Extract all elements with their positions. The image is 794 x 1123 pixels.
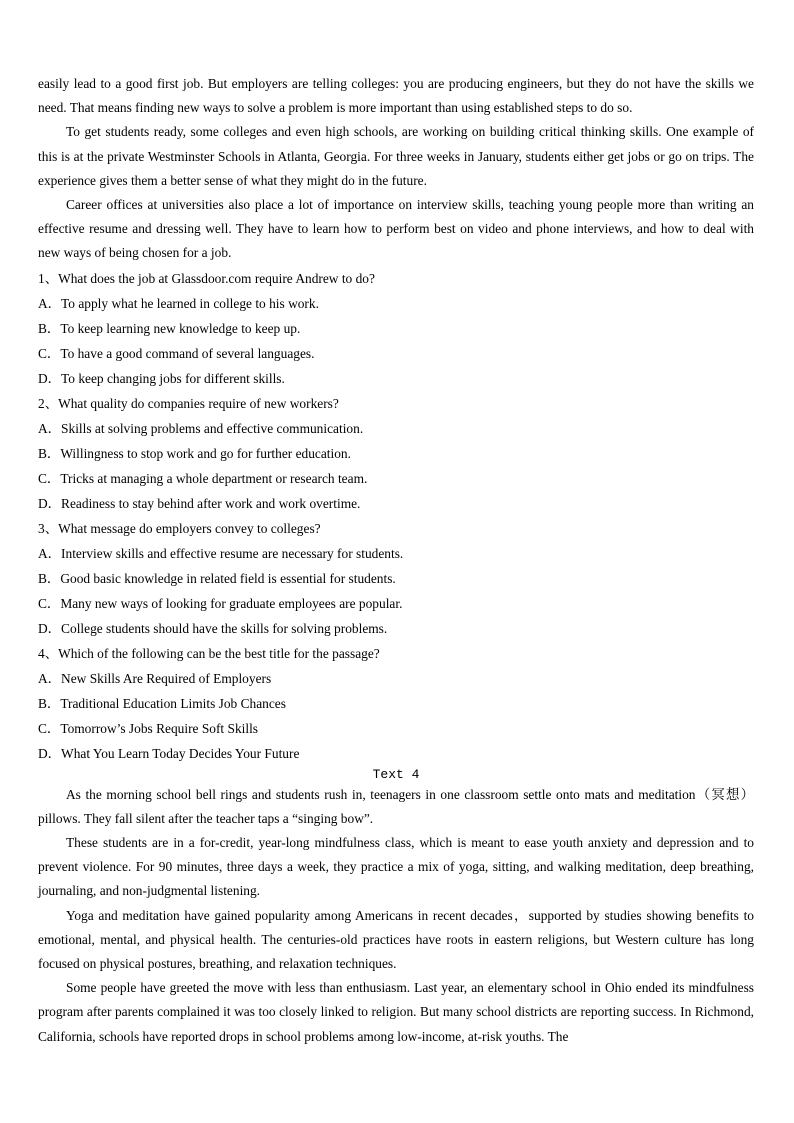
question-option: D．Readiness to stay behind after work and work overtime. — [38, 495, 361, 511]
question-option: B．To keep learning new knowledge to keep up. — [38, 320, 301, 336]
passage-paragraph: To get students ready, some colleges and even high schools, are working on building critical thinking skills. One example of this is at the private Westminster Schools in Atlanta, Georgia. For three weeks in January, students either get jobs or go on trips. The experience gives them a better sense of what they might do in the future. — [38, 124, 754, 188]
question-option: C．Many new ways of looking for graduate employees are popular. — [38, 595, 403, 611]
question-option: A．To apply what he learned in college to his work. — [38, 295, 319, 311]
question-option: D．To keep changing jobs for different skills. — [38, 370, 285, 386]
passage-paragraph: As the morning school bell rings and students rush in, teenagers in one classroom settle onto mats and meditation（冥想）pillows. They fall silent after the teacher taps a “singing bow”. — [38, 786, 754, 826]
question-option: B．Good basic knowledge in related field is essential for students. — [38, 570, 396, 586]
question-option: C．Tricks at managing a whole department or research team. — [38, 470, 368, 486]
passage-paragraph: Career offices at universities also place a lot of importance on interview skills, teaching young people more than writing an effective resume and dressing well. They have to learn how to perform best on video and phone interviews, and how to deal with new ways of being chosen for a job. — [38, 197, 754, 261]
section-title: Text 4 — [372, 766, 420, 782]
question-option: A．Interview skills and effective resume are necessary for students. — [38, 545, 404, 561]
question-4 — [38, 641, 754, 766]
question-option: C．To have a good command of several languages. — [38, 345, 315, 361]
question-stem: 2、What quality do companies require of new workers? — [38, 395, 339, 411]
question-option: C．Tomorrow’s Jobs Require Soft Skills — [38, 720, 259, 736]
question-option: D．What You Learn Today Decides Your Future — [38, 745, 300, 761]
question-2 — [38, 391, 754, 516]
passage-paragraph: These students are in a for-credit, year-long mindfulness class, which is meant to ease youth anxiety and depression and to prevent violence. For 90 minutes, three days a week, they practice a mix of yoga, sitting, and walking meditation, deep breathing, journaling, and non-judgmental listening. — [38, 835, 754, 899]
question-option: B．Willingness to stop work and go for further education. — [38, 445, 351, 461]
question-stem: 3、What message do employers convey to colleges? — [38, 520, 321, 536]
passage-paragraph: easily lead to a good first job. But employers are telling colleges: you are producing engineers, but they do not have the skills we need. That means finding new ways to solve a problem is more important than using established steps to do so. — [38, 76, 754, 116]
question-stem: 1、What does the job at Glassdoor.com require Andrew to do? — [38, 270, 375, 286]
question-stem: 4、Which of the following can be the best title for the passage? — [38, 645, 380, 661]
page-content — [38, 72, 754, 1049]
passage-paragraph: Yoga and meditation have gained popularity among Americans in recent decades，supported by studies showing benefits to emotional, mental, and physical health. The centuries-old practices have roots in eastern religions, but Western culture has long focused on physical postures, breathing, and relaxation techniques. — [38, 907, 754, 972]
question-3 — [38, 516, 754, 641]
question-option: B．Traditional Education Limits Job Chances — [38, 695, 286, 711]
passage-paragraph: Some people have greeted the move with less than enthusiasm. Last year, an elementary school in Ohio ended its mindfulness program after parents complained it was too closely linked to religion. But many school districts are reporting success. In Richmond, California, schools have reported drops in school problems among low-income, at-risk youths. The — [38, 980, 754, 1044]
question-1 — [38, 266, 754, 391]
question-option: A．Skills at solving problems and effective communication. — [38, 420, 364, 436]
question-option: A．New Skills Are Required of Employers — [38, 670, 272, 686]
question-option: D．College students should have the skills for solving problems. — [38, 620, 388, 636]
